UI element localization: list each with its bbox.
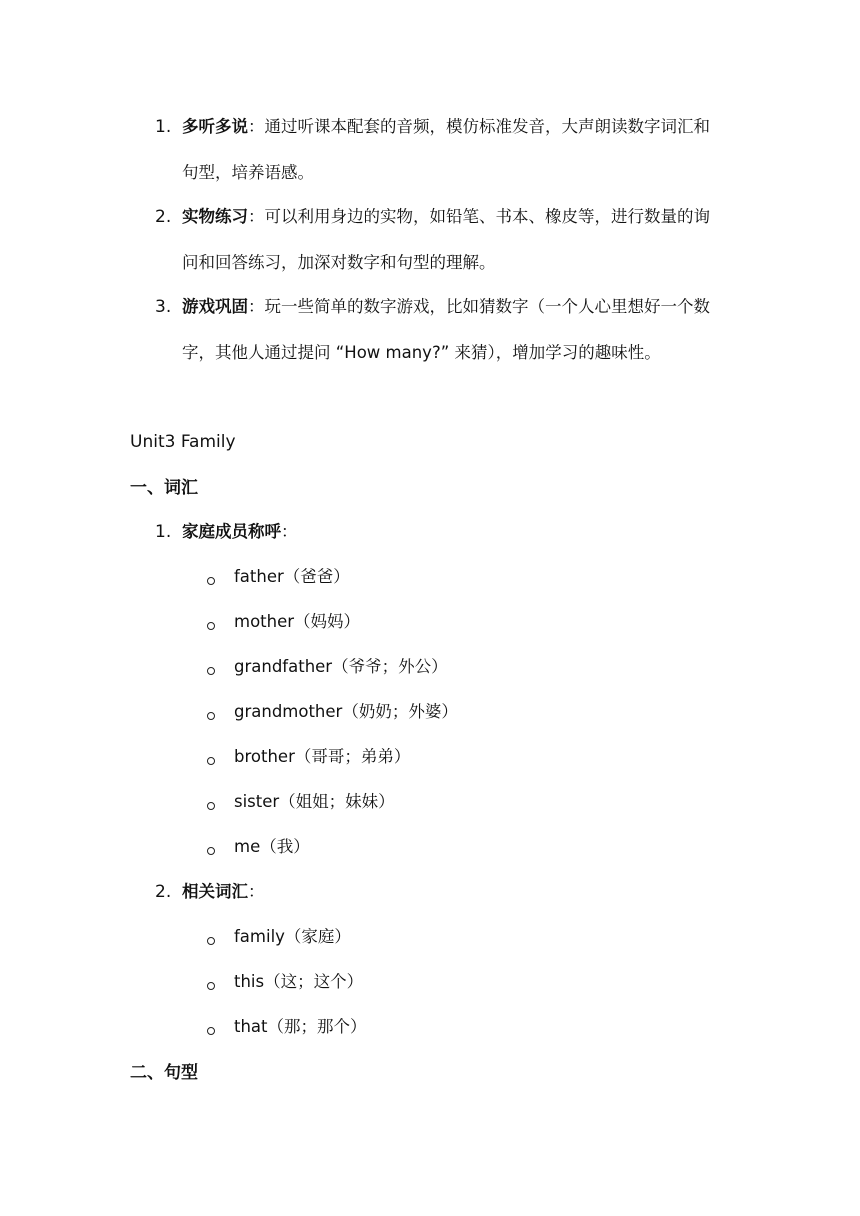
- group-label: [182, 881, 265, 903]
- circle-bullet-icon: [207, 1027, 215, 1035]
- group-label: [182, 521, 298, 543]
- tip-line-1: [182, 296, 710, 318]
- list-item: family（家庭）: [234, 927, 351, 946]
- circle-bullet-icon: [207, 982, 215, 990]
- group-label-colon: ：: [281, 522, 298, 541]
- unit-title: Unit3 Family: [130, 432, 236, 452]
- circle-bullet-icon: [207, 937, 215, 945]
- group-number: 2.: [155, 882, 172, 902]
- circle-bullet-icon: [207, 577, 215, 585]
- circle-bullet-icon: [207, 667, 215, 675]
- tip-title: 游戏巩固: [182, 297, 248, 316]
- circle-bullet-icon: [207, 802, 215, 810]
- tip-title: 多听多说: [182, 117, 248, 136]
- tip-line-2: 问和回答练习，加深对数字和句型的理解。: [182, 253, 496, 272]
- tip-line-2: 句型，培养语感。: [182, 163, 314, 182]
- section-heading-sentence-patterns: 二、句型: [130, 1063, 198, 1083]
- tip-line-1: [182, 206, 710, 228]
- group-label-colon: ：: [248, 882, 265, 901]
- group-label-text: 家庭成员称呼: [182, 522, 281, 541]
- group-label-text: 相关词汇: [182, 882, 248, 901]
- list-item: grandmother（奶奶；外婆）: [234, 702, 458, 721]
- circle-bullet-icon: [207, 757, 215, 765]
- tip-line-1: [182, 116, 710, 138]
- circle-bullet-icon: [207, 622, 215, 630]
- section-heading-vocabulary: 一、词汇: [130, 478, 198, 498]
- circle-bullet-icon: [207, 712, 215, 720]
- tip-number: 3.: [155, 297, 172, 317]
- tip-number: 2.: [155, 207, 172, 227]
- list-item: brother（哥哥；弟弟）: [234, 747, 411, 766]
- tip-text: ：玩一些简单的数字游戏，比如猜数字（一个人心里想好一个数: [248, 297, 710, 316]
- list-item: father（爸爸）: [234, 567, 350, 586]
- tip-number: 1.: [155, 117, 172, 137]
- list-item: grandfather（爷爷；外公）: [234, 657, 448, 676]
- tip-line-2: 字，其他人通过提问 “How many?” 来猜），增加学习的趣味性。: [182, 343, 661, 362]
- group-number: 1.: [155, 522, 172, 542]
- circle-bullet-icon: [207, 847, 215, 855]
- list-item: sister（姐姐；妹妹）: [234, 792, 395, 811]
- list-item: mother（妈妈）: [234, 612, 361, 631]
- tip-text: ：通过听课本配套的音频，模仿标准发音，大声朗读数字词汇和: [248, 117, 710, 136]
- tip-title: 实物练习: [182, 207, 248, 226]
- list-item: this（这；这个）: [234, 972, 364, 991]
- list-item: me（我）: [234, 837, 310, 856]
- list-item: that（那；那个）: [234, 1017, 367, 1036]
- tip-text: ：可以利用身边的实物，如铅笔、书本、橡皮等，进行数量的询: [248, 207, 710, 226]
